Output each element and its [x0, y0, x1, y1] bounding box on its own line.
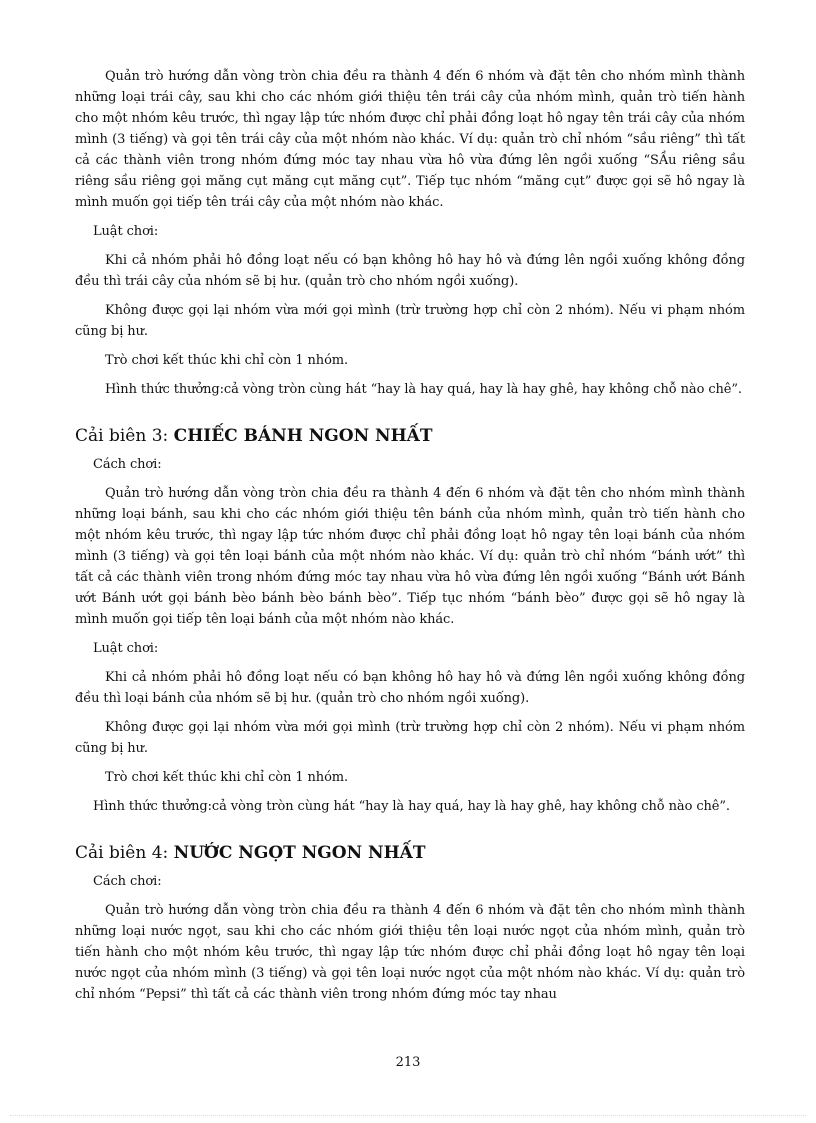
rule-3: Trò chơi kết thúc khi chỉ còn 1 nhóm.: [105, 770, 349, 785]
heading-prefix: Cải biên 4:: [75, 843, 174, 863]
page-edge-divider: [10, 1115, 806, 1116]
section-heading-4: [75, 841, 745, 865]
intro-paragraph: Quản trò hướng dẫn vòng tròn chia đều ra thành 4 đến 6 nhóm và đặt tên cho nhóm mình thành những loại trái cây, sau khi cho các nhóm giới thiệu tên trái cây của nhóm mình, quản trò tiến hành cho một nhóm kêu trước, thì ngay lập tức nhóm được chỉ phải đồng loạt hô ngay tên trái cây của nhóm mình (3 tiếng) và gọi tên trái cây của một nhóm nào khác. Ví dụ: quản trò chỉ nhóm “sầu riêng” thì tất cả các thành viên trong nhóm đứng móc tay nhau vừa hô vừa đứng lên ngồi xuống “SẦu riêng sầu riêng sầu riêng gọi măng cụt măng cụt măng cụt”. Tiếp tục nhóm “măng cụt” được gọi sẽ hô ngay là mình muốn gọi tiếp tên trái cây của một nhóm nào khác.: [75, 69, 745, 210]
page-body: [75, 66, 745, 1013]
how-to-play-label: Cách chơi:: [93, 457, 162, 472]
page-number: 213: [395, 1055, 421, 1070]
section-heading-3: [75, 424, 745, 448]
reward: Hình thức thưởng:cả vòng tròn cùng hát “hay là hay quá, hay là hay ghê, hay không chỗ nào chê”.: [105, 382, 742, 397]
rule-2: Không được gọi lại nhóm vừa mới gọi mình (trừ trường hợp chỉ còn 2 nhóm). Nếu vi phạm nhóm cũng bị hư.: [75, 303, 745, 339]
heading-prefix: Cải biên 3:: [75, 426, 174, 446]
how-to-play-paragraph: Quản trò hướng dẫn vòng tròn chia đều ra thành 4 đến 6 nhóm và đặt tên cho nhóm mình thành những loại bánh, sau khi cho các nhóm giới thiệu tên bánh của nhóm mình, quản trò tiến hành cho một nhóm kêu trước, thì ngay lập tức nhóm được chỉ phải đồng loạt hô ngay tên loại bánh của nhóm mình (3 tiếng) và gọi tên loại bánh của một nhóm nào khác. Ví dụ: quản trò chỉ nhóm “bánh ướt” thì tất cả các thành viên trong nhóm đứng móc tay nhau vừa hô vừa đứng lên ngồi xuống “Bánh ướt Bánh ướt Bánh ướt gọi bánh bèo bánh bèo bánh bèo”. Tiếp tục nhóm “bánh bèo” được gọi sẽ hô ngay là mình muốn gọi tiếp tên loại bánh của một nhóm nào khác.: [75, 486, 745, 627]
reward: Hình thức thưởng:cả vòng tròn cùng hát “hay là hay quá, hay là hay ghê, hay không chỗ nào chê”.: [93, 799, 730, 814]
rules-label: Luật chơi:: [93, 641, 159, 656]
rule-1: Khi cả nhóm phải hô đồng loạt nếu có bạn không hô hay hô và đứng lên ngồi xuống không đồng đều thì loại bánh của nhóm sẽ bị hư. (quản trò cho nhóm ngồi xuống).: [75, 670, 745, 706]
heading-title: CHIẾC BÁNH NGON NHẤT: [173, 426, 433, 446]
how-to-play-paragraph: Quản trò hướng dẫn vòng tròn chia đều ra thành 4 đến 6 nhóm và đặt tên cho nhóm mình thành những loại nước ngọt, sau khi cho các nhóm giới thiệu tên loại nước ngọt của nhóm mình, quản trò tiến hành cho một nhóm kêu trước, thì ngay lập tức nhóm được chỉ phải đồng loạt hô ngay tên loại nước ngọt của nhóm mình (3 tiếng) và gọi tên loại nước ngọt của một nhóm nào khác. Ví dụ: quản trò chỉ nhóm “Pepsi” thì tất cả các thành viên trong nhóm đứng móc tay nhau: [75, 903, 745, 1002]
heading-title: NƯỚC NGỌT NGON NHẤT: [173, 843, 426, 863]
rule-3: Trò chơi kết thúc khi chỉ còn 1 nhóm.: [105, 353, 349, 368]
rule-1: Khi cả nhóm phải hô đồng loạt nếu có bạn không hô hay hô và đứng lên ngồi xuống không đồng đều thì trái cây của nhóm sẽ bị hư. (quản trò cho nhóm ngồi xuống).: [75, 253, 745, 289]
rules-label: Luật chơi:: [93, 224, 159, 239]
rule-2: Không được gọi lại nhóm vừa mới gọi mình (trừ trường hợp chỉ còn 2 nhóm). Nếu vi phạm nhóm cũng bị hư.: [75, 720, 745, 756]
how-to-play-label: Cách chơi:: [93, 874, 162, 889]
